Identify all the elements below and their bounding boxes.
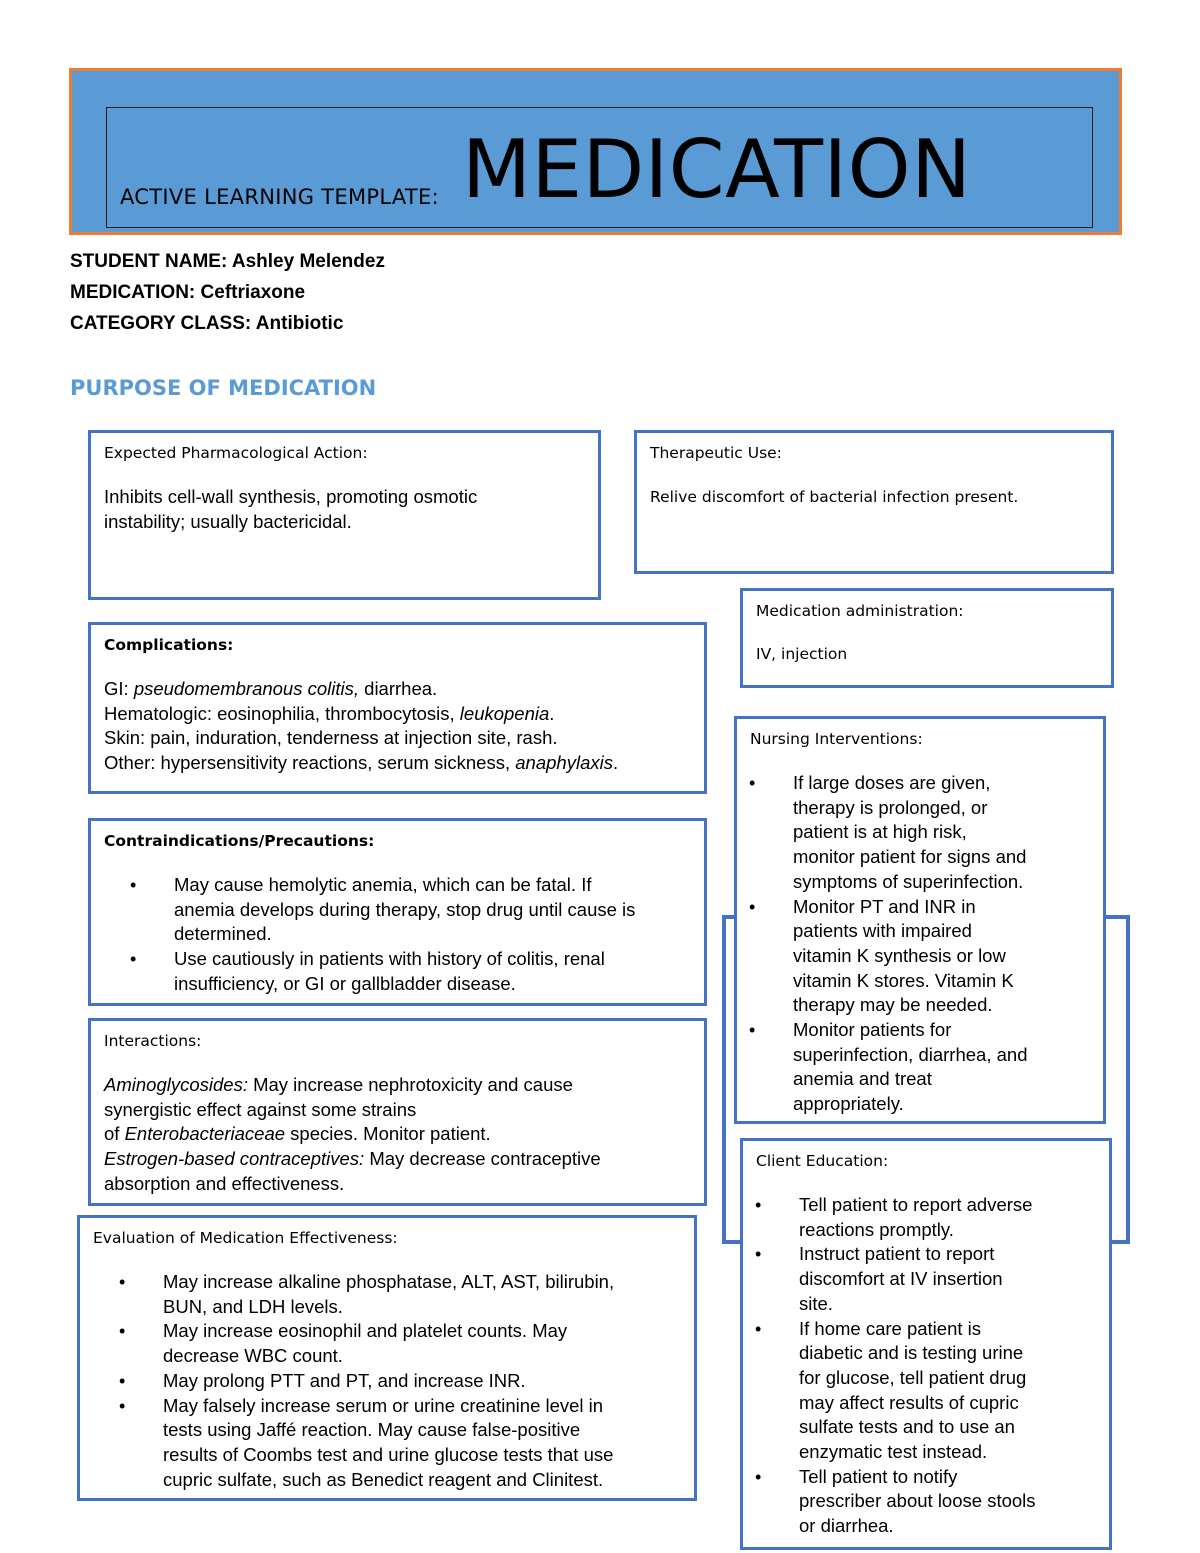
list-item: • May prolong PTT and PT, and increase INR. (107, 1369, 614, 1394)
box-body (743, 1193, 1109, 1539)
box-title: Medication administration: (756, 602, 964, 620)
client-education-box (740, 1138, 1112, 1550)
list-item: • Tell patient to report adverse reactions promptly. (743, 1193, 1109, 1242)
interactions-box (88, 1018, 707, 1206)
page-title: MEDICATION (462, 123, 972, 216)
student-name-row: STUDENT NAME: Ashley Melendez (70, 251, 385, 272)
medication-row: MEDICATION: Ceftriaxone (70, 282, 306, 303)
box-title: Therapeutic Use: (650, 444, 782, 462)
education-list (743, 1193, 1109, 1539)
list-item: • May increase eosinophil and platelet counts. May decrease WBC count. (107, 1319, 614, 1368)
box-title: Client Education: (756, 1152, 889, 1170)
contraindications-box (88, 818, 707, 1006)
list-item: • Use cautiously in patients with history of colitis, renal insufficiency, or GI or gallbladder disease. (118, 947, 635, 996)
list-item: • May cause hemolytic anemia, which can be fatal. If anemia develops during therapy, stop drug until cause is determined. (118, 873, 635, 947)
list-item: • May increase alkaline phosphatase, ALT, AST, bilirubin, BUN, and LDH levels. (107, 1270, 614, 1319)
list-item: • If home care patient is diabetic and is testing urine for glucose, tell patient drug may affect results of cupric sulfate tests and to use an enzymatic test instead. (743, 1317, 1109, 1465)
box-title: Expected Pharmacological Action: (104, 444, 368, 462)
box-title: Nursing Interventions: (750, 730, 923, 748)
box-body: Inhibits cell-wall synthesis, promoting osmotic instability; usually bactericidal. (104, 486, 478, 532)
purpose-heading: PURPOSE OF MEDICATION (70, 376, 377, 400)
template-label: ACTIVE LEARNING TEMPLATE: (120, 185, 439, 209)
complications-box (88, 622, 707, 794)
pharm-action-box (88, 430, 601, 600)
student-name: Ashley Melendez (231, 251, 385, 272)
box-body: Aminoglycosides: May increase nephrotoxicity and cause synergistic effect against some strains of Enterobacteriaceae species. Monitor patient. Estrogen-based contraceptives: May decrease contraceptive absorption and effectiveness. (104, 1074, 601, 1194)
administration-box (740, 588, 1114, 688)
list-item: • Tell patient to notify prescriber about loose stools or diarrhea. (743, 1465, 1109, 1539)
box-body: GI: pseudomembranous colitis, diarrhea. Hematologic: eosinophilia, thrombocytosis, leukopenia. Skin: pain, induration, tenderness at injection site, rash. Other: hypersensitivity reactions, serum sickness, anaphylaxis. (104, 678, 619, 774)
box-title: Interactions: (104, 1032, 202, 1050)
box-body (737, 771, 1103, 1117)
box-body (107, 1270, 614, 1492)
evaluation-box (77, 1215, 697, 1501)
therapeutic-use-box (634, 430, 1114, 574)
box-title: Contraindications/Precautions: (104, 832, 375, 850)
evaluation-list (107, 1270, 614, 1492)
box-body: Relive discomfort of bacterial infection present. (650, 488, 1019, 506)
list-item: • Instruct patient to report discomfort at IV insertion site. (743, 1242, 1109, 1316)
list-item: • Monitor patients for superinfection, diarrhea, and anemia and treat appropriately. (737, 1018, 1103, 1117)
box-title: Evaluation of Medication Effectiveness: (93, 1229, 398, 1247)
nursing-list (737, 771, 1103, 1117)
category-class: Antibiotic (255, 313, 344, 334)
list-item: • If large doses are given, therapy is prolonged, or patient is at high risk, monitor patient for signs and symptoms of superinfection. (737, 771, 1103, 895)
box-body (118, 873, 635, 997)
box-title: Complications: (104, 636, 234, 654)
medication-name: Ceftriaxone (200, 282, 306, 303)
contraindications-list (118, 873, 635, 997)
nursing-interventions-box (734, 716, 1106, 1124)
list-item: • May falsely increase serum or urine creatinine level in tests using Jaffé reaction. May cause false-positive results of Coombs test and urine glucose tests that use cupric sulfate, such as Benedict reagent and Clinitest. (107, 1394, 614, 1493)
box-body: IV, injection (756, 645, 848, 663)
list-item: • Monitor PT and INR in patients with impaired vitamin K synthesis or low vitamin K stores. Vitamin K therapy may be needed. (737, 895, 1103, 1019)
category-class-row: CATEGORY CLASS: Antibiotic (70, 313, 344, 334)
